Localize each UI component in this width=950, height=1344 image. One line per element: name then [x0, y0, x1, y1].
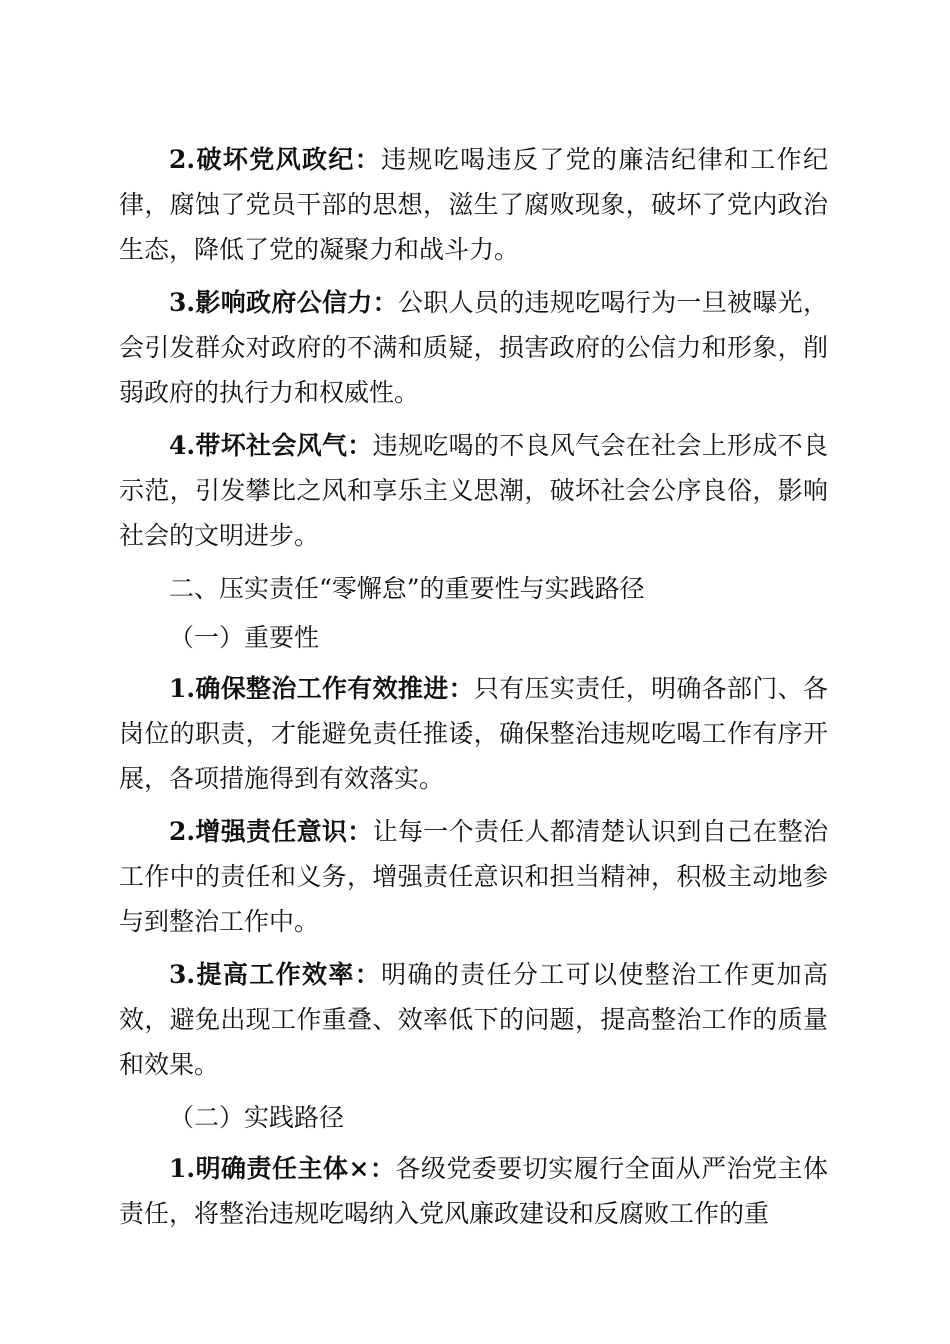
paragraph-clarify-responsibility [119, 1146, 828, 1236]
paragraph-lead: 1.明确责任主体×： [169, 1154, 396, 1183]
section-heading: 二、压实责任“零懈怠”的重要性与实践路径 [169, 574, 645, 603]
paragraph-social-atmosphere [119, 423, 828, 558]
paragraph-lead: 3.提高工作效率： [169, 960, 382, 989]
paragraph-ensure-progress [119, 666, 828, 801]
paragraph-lead: 4.带坏社会风气： [169, 431, 373, 460]
paragraph-body: 让每一个责任人都清楚认识到自己在整治工作中的责任和义务，增强责任意识和担当精神，积极主动地参与到整治工作中。 [119, 817, 828, 936]
paragraph-body: 各级党委要切实履行全面从严治党主体责任，将整治违规吃喝纳入党风廉政建设和反腐败工作的重 [119, 1154, 829, 1228]
paragraph-lead: 3.影响政府公信力： [169, 288, 398, 317]
paragraph-body: 明确的责任分工可以使整治工作更加高效，避免出现工作重叠、效率低下的问题，提高整治工作的质量和效果。 [119, 960, 828, 1079]
subsection-heading-importance: （一）重要性 [169, 623, 320, 652]
paragraph-lead: 2.破坏党风政纪： [169, 145, 382, 174]
paragraph-work-efficiency [119, 952, 828, 1087]
paragraph-body: 违规吃喝违反了党的廉洁纪律和工作纪律，腐蚀了党员干部的思想，滋生了腐败现象，破坏了党内政治生态，降低了党的凝聚力和战斗力。 [119, 145, 828, 264]
paragraph-responsibility-awareness [119, 809, 828, 944]
paragraph-government-credibility [119, 280, 828, 415]
paragraph-body: 违规吃喝的不良风气会在社会上形成不良示范，引发攀比之风和享乐主义思潮，破坏社会公序良俗，影响社会的文明进步。 [119, 431, 828, 550]
paragraph-lead: 1.确保整治工作有效推进： [169, 674, 474, 703]
paragraph-body: 公职人员的违规吃喝行为一旦被曝光，会引发群众对政府的不满和质疑，损害政府的公信力和形象，削弱政府的执行力和权威性。 [119, 288, 828, 407]
paragraph-damage-party-discipline [119, 137, 828, 272]
paragraph-lead: 2.增强责任意识： [169, 817, 373, 846]
subsection-heading-practice: （二）实践路径 [169, 1103, 345, 1132]
paragraph-body: 只有压实责任，明确各部门、各岗位的职责，才能避免责任推诿，确保整治违规吃喝工作有序开展，各项措施得到有效落实。 [119, 674, 828, 793]
